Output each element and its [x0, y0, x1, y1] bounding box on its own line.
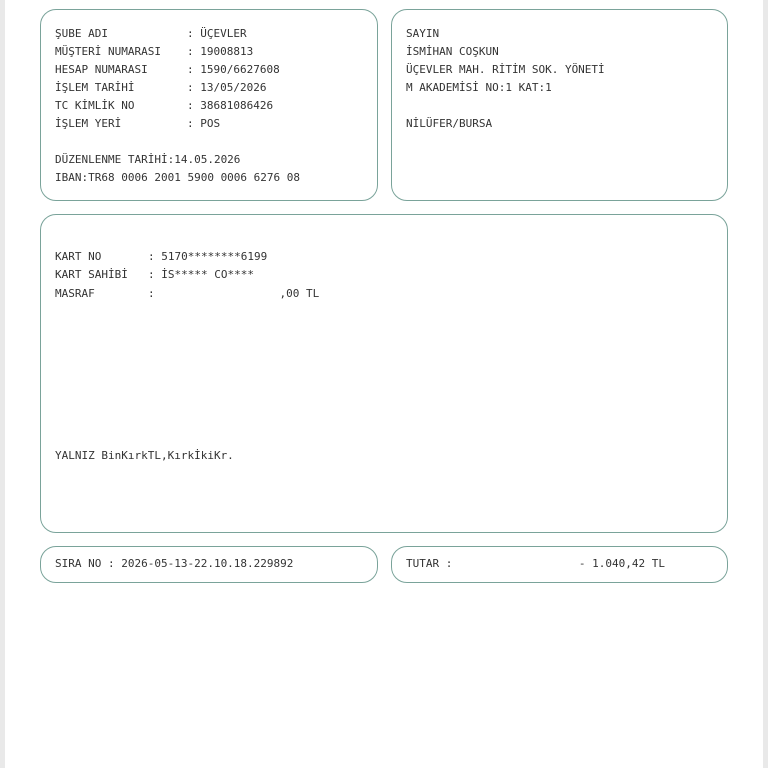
id-number-label: TC KİMLİK NO: [55, 99, 135, 112]
account-number-value: 1590/6627608: [200, 63, 280, 76]
address-line-1: ÜÇEVLER MAH. RİTİM SOK. YÖNETİ: [406, 63, 605, 76]
transaction-place-label: İŞLEM YERİ: [55, 117, 122, 130]
transaction-date-label: İŞLEM TARİHİ: [55, 81, 135, 94]
account-info-box: [40, 9, 378, 201]
customer-number-row: MÜŞTERİ NUMARASI : 19008813: [55, 45, 254, 58]
transaction-date-row: İŞLEM TARİHİ : 13/05/2026: [55, 81, 267, 94]
sequence-number: SIRA NO : 2026-05-13-22.10.18.229892: [55, 557, 294, 570]
address-line-2: M AKADEMİSİ NO:1 KAT:1: [406, 81, 552, 94]
receipt-page: [5, 0, 763, 768]
sequence-box: [40, 546, 378, 583]
card-number-value: 5170********6199: [161, 250, 268, 263]
city: NİLÜFER/BURSA: [406, 117, 493, 130]
salutation: SAYIN: [406, 27, 440, 40]
card-holder-label: KART SAHİBİ: [55, 268, 128, 281]
branch-name-row: ŞUBE ADI : ÜÇEVLER: [55, 27, 247, 40]
id-number-value: 38681086426: [200, 99, 274, 112]
fee-value: ,00 TL: [279, 287, 320, 300]
card-number-label: KART NO: [55, 250, 102, 263]
branch-name-value: ÜÇEVLER: [200, 27, 247, 40]
card-number-row: KART NO : 5170********6199: [55, 250, 268, 263]
total-value: - 1.040,42 TL: [578, 557, 665, 570]
total-box: [391, 546, 728, 583]
amount-in-words: YALNIZ BinKırkTL,KırkİkiKr.: [55, 449, 234, 462]
branch-name-label: ŞUBE ADI: [55, 27, 108, 40]
customer-number-label: MÜŞTERİ NUMARASI: [55, 45, 161, 58]
customer-number-value: 19008813: [200, 45, 254, 58]
transaction-place-row: İŞLEM YERİ : POS: [55, 117, 221, 130]
card-details-box: [40, 214, 728, 533]
transaction-date-value: 13/05/2026: [200, 81, 267, 94]
iban: IBAN:TR68 0006 2001 5900 0006 6276 08: [55, 171, 301, 184]
fee-label: MASRAF: [55, 287, 95, 300]
address-box: [391, 9, 728, 201]
account-number-row: HESAP NUMARASI : 1590/6627608: [55, 63, 280, 76]
id-number-row: TC KİMLİK NO : 38681086426: [55, 99, 274, 112]
issue-date: DÜZENLENME TARİHİ:14.05.2026: [55, 153, 241, 166]
fee-row: MASRAF : ,00 TL: [55, 287, 320, 300]
transaction-place-value: POS: [200, 117, 221, 130]
card-holder-value: İS***** CO****: [161, 268, 254, 281]
customer-name: İSMİHAN COŞKUN: [406, 45, 499, 58]
card-holder-row: KART SAHİBİ : İS***** CO****: [55, 268, 254, 281]
total-label: TUTAR :: [406, 557, 453, 570]
account-number-label: HESAP NUMARASI: [55, 63, 148, 76]
